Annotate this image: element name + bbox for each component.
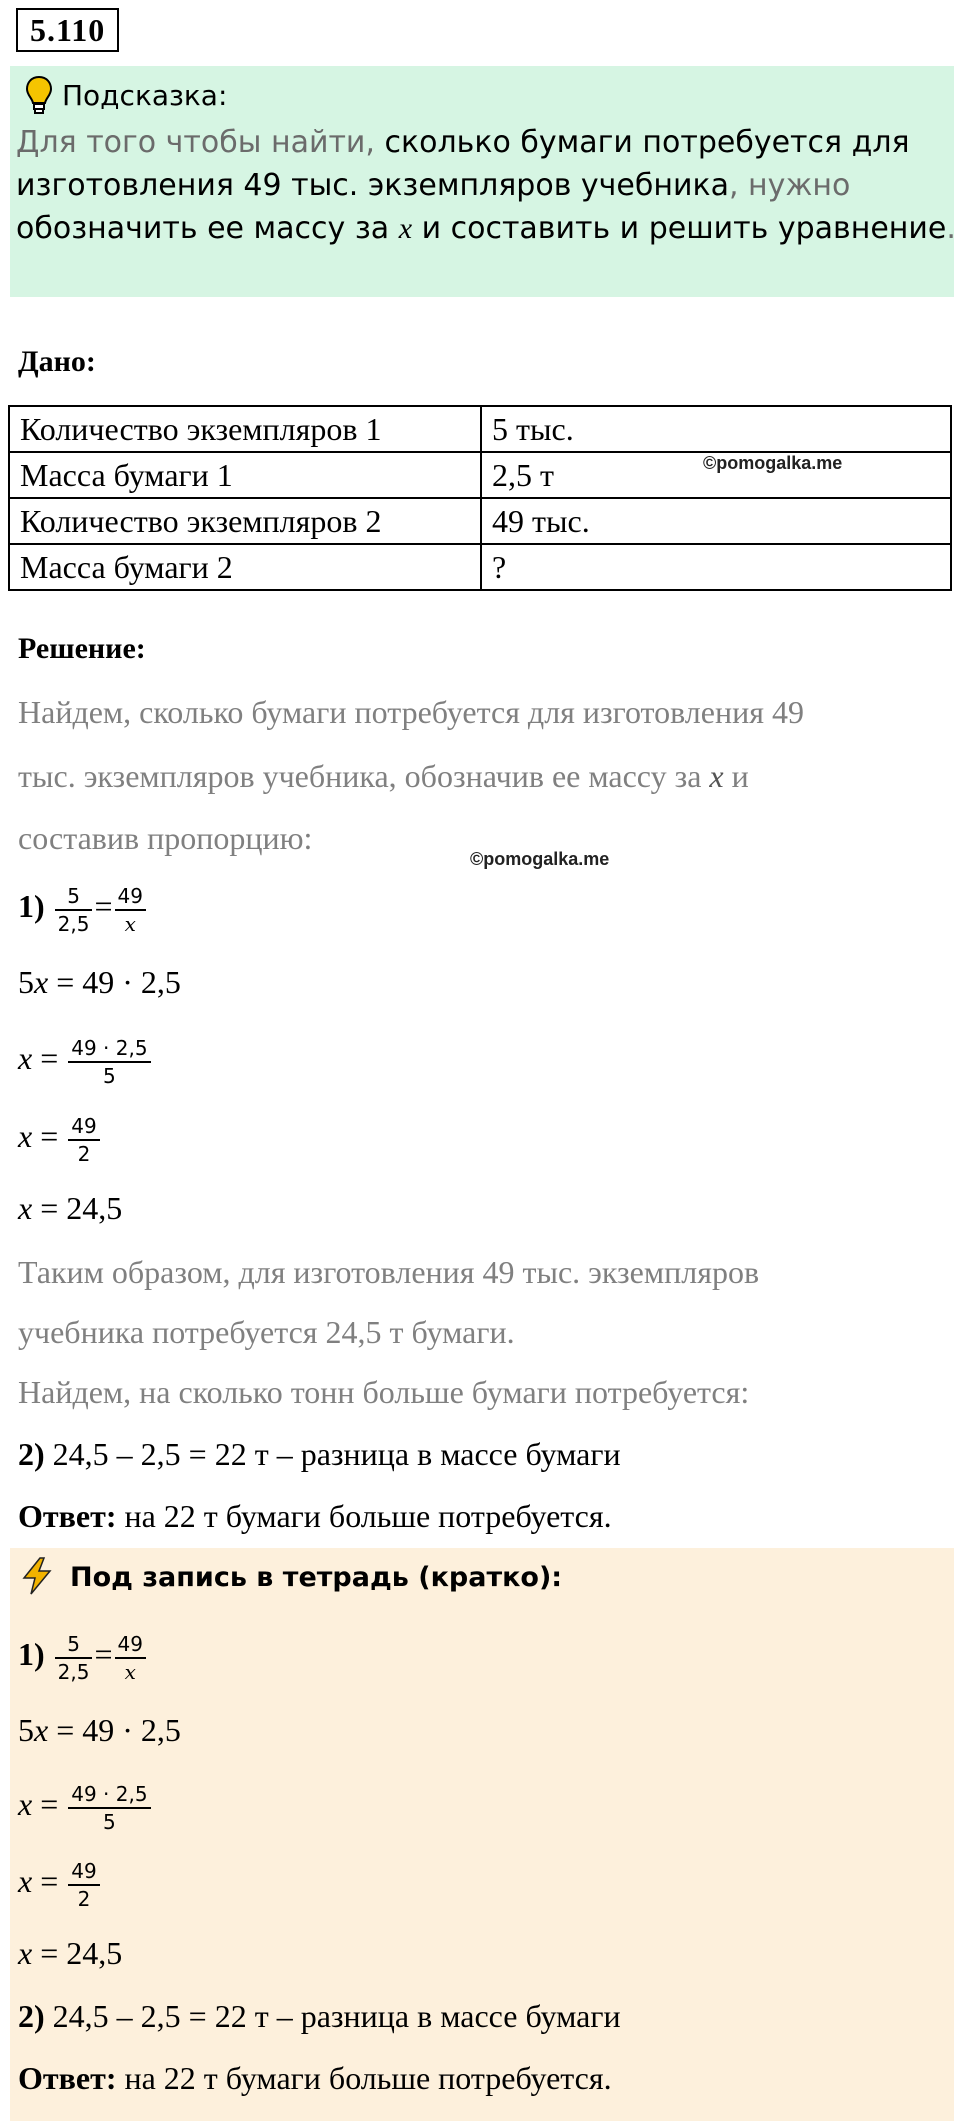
- step-text: 24,5 – 2,5 = 22 т – разница в массе бумаги: [44, 1998, 621, 2034]
- hint-text: .: [946, 211, 956, 246]
- fraction: [115, 883, 146, 937]
- watermark: ©pomogalka.me: [703, 453, 843, 473]
- hint-line-1: [16, 123, 910, 163]
- fraction: [115, 1631, 146, 1685]
- answer-line: [18, 1496, 612, 1536]
- step1-proportion: [18, 876, 148, 937]
- variable: x: [18, 1040, 33, 1076]
- table-cell-value: 2,5 т: [481, 452, 951, 498]
- fraction-denominator: 5: [103, 1063, 116, 1088]
- solution-intro-line-3: составив пропорцию:: [18, 820, 313, 856]
- variable: x: [18, 1786, 33, 1822]
- hint-emphasis: и составить и решить уравнение: [412, 211, 947, 246]
- hint-box: [10, 66, 954, 297]
- equals-sign: =: [32, 1786, 59, 1822]
- lightbulb-icon: [24, 74, 54, 118]
- fraction-numerator: 49: [68, 1113, 99, 1141]
- variable: x: [18, 1863, 33, 1899]
- step-label: 1): [18, 888, 45, 924]
- conclusion-line-1: Таким образом, для изготовления 49 тыс. экземпляров: [18, 1254, 760, 1290]
- intro-text: тыс. экземпляров учебника, обозначив ее массу за: [18, 758, 710, 794]
- equals-sign: =: [94, 888, 113, 924]
- hint-emphasis: изготовления 49 тыс. экземпляров учебника: [16, 168, 729, 203]
- step2-line: [18, 1434, 621, 1474]
- variable: x: [18, 1935, 33, 1971]
- fraction-numerator: 49: [115, 1631, 146, 1659]
- table-cell-label: Количество экземпляров 2: [9, 498, 481, 544]
- table-row: [9, 544, 951, 590]
- fraction-denominator: 2: [77, 1886, 91, 1911]
- fraction-numerator: 49 · 2,5: [68, 1035, 150, 1063]
- fraction-denominator: x: [124, 1659, 136, 1684]
- lightning-icon: [20, 1556, 54, 1596]
- table-cell-value: 49 тыс.: [481, 498, 951, 544]
- hint-variable: x: [398, 212, 413, 245]
- equation-rest: = 49 · 2,5: [48, 1712, 181, 1748]
- coefficient: 5: [18, 964, 34, 1000]
- notebook-step1-proportion: [18, 1624, 148, 1685]
- solution-intro-line-2: [18, 756, 749, 796]
- step-label: 2): [18, 1436, 45, 1472]
- equation-rest: = 24,5: [32, 1935, 123, 1971]
- notebook-answer-line: [18, 2058, 612, 2098]
- equation-line: [18, 1188, 122, 1228]
- fraction: [68, 1781, 150, 1835]
- given-table: [8, 405, 952, 591]
- notebook-equation-line: [18, 1933, 122, 1973]
- fraction: [55, 1631, 93, 1685]
- hint-emphasis: сколько бумаги потребуется для: [384, 125, 910, 160]
- equation-rest: = 24,5: [32, 1190, 123, 1226]
- answer-text: на 22 т бумаги больше потребуется.: [116, 1498, 612, 1534]
- equals-sign: =: [32, 1040, 59, 1076]
- table-cell-value: 5 тыс.: [481, 406, 951, 452]
- notebook-equation-line: [18, 1710, 181, 1750]
- watermark: ©pomogalka.me: [470, 849, 610, 869]
- variable: x: [18, 1190, 33, 1226]
- hint-text: Для того чтобы найти,: [16, 125, 385, 160]
- hint-emphasis: обозначить ее массу за: [16, 211, 399, 246]
- table-cell-label: Масса бумаги 2: [9, 544, 481, 590]
- fraction-denominator: 5: [103, 1809, 116, 1834]
- fraction-numerator: 5: [55, 1631, 93, 1659]
- variable: x: [34, 1712, 49, 1748]
- step-text: 24,5 – 2,5 = 22 т – разница в массе бумаги: [44, 1436, 621, 1472]
- equals-sign: =: [32, 1118, 59, 1154]
- notebook-equation-line: [18, 1769, 153, 1839]
- hint-line-2: [16, 166, 850, 206]
- fraction-numerator: 49 · 2,5: [68, 1781, 150, 1809]
- table-cell-value: ?: [481, 544, 951, 590]
- fraction-denominator: 2,5: [57, 1659, 90, 1684]
- given-heading: Дано:: [18, 345, 96, 378]
- fraction-numerator: 49: [115, 883, 146, 911]
- hint-line-3: [16, 209, 956, 249]
- fraction: [68, 1113, 99, 1167]
- hint-text: , нужно: [728, 168, 851, 203]
- hint-title: Подсказка:: [62, 79, 228, 112]
- intro-text: и: [723, 758, 749, 794]
- answer-label: Ответ:: [18, 1498, 117, 1534]
- notebook-step2-line: [18, 1996, 621, 2036]
- fraction-numerator: 49: [68, 1858, 99, 1886]
- fraction-denominator: 2,5: [57, 911, 90, 936]
- equation-rest: = 49 · 2,5: [48, 964, 181, 1000]
- solution-intro-line-1: Найдем, сколько бумаги потребуется для изготовления 49: [18, 694, 804, 730]
- equation-line: [18, 1104, 102, 1168]
- equation-line: [18, 962, 181, 1002]
- table-row: [9, 406, 951, 452]
- variable: x: [34, 964, 49, 1000]
- coefficient: 5: [18, 1712, 34, 1748]
- step-label: 1): [18, 1636, 45, 1672]
- table-row: [9, 498, 951, 544]
- answer-label: Ответ:: [18, 2060, 117, 2096]
- notebook-equation-line: [18, 1849, 102, 1913]
- table-cell-label: Масса бумаги 1: [9, 452, 481, 498]
- fraction: [55, 883, 93, 937]
- variable: x: [18, 1118, 33, 1154]
- fraction-numerator: 5: [55, 883, 93, 911]
- equals-sign: =: [32, 1863, 59, 1899]
- task-number: 5.110: [16, 8, 119, 52]
- solution-heading: Решение:: [18, 632, 146, 665]
- fraction-denominator: x: [124, 911, 136, 936]
- fraction: [68, 1858, 99, 1912]
- conclusion-line-2: учебника потребуется 24,5 т бумаги.: [18, 1314, 515, 1350]
- step-label: 2): [18, 1998, 45, 2034]
- intro-variable: x: [709, 758, 724, 794]
- fraction: [68, 1035, 150, 1089]
- notebook-title: Под запись в тетрадь (кратко):: [70, 1562, 563, 1593]
- equation-line: [18, 1023, 153, 1093]
- fraction-denominator: 2: [77, 1141, 91, 1166]
- table-cell-label: Количество экземпляров 1: [9, 406, 481, 452]
- find-more-line: Найдем, на сколько тонн больше бумаги потребуется:: [18, 1374, 750, 1410]
- answer-text: на 22 т бумаги больше потребуется.: [116, 2060, 612, 2096]
- equals-sign: =: [94, 1636, 113, 1672]
